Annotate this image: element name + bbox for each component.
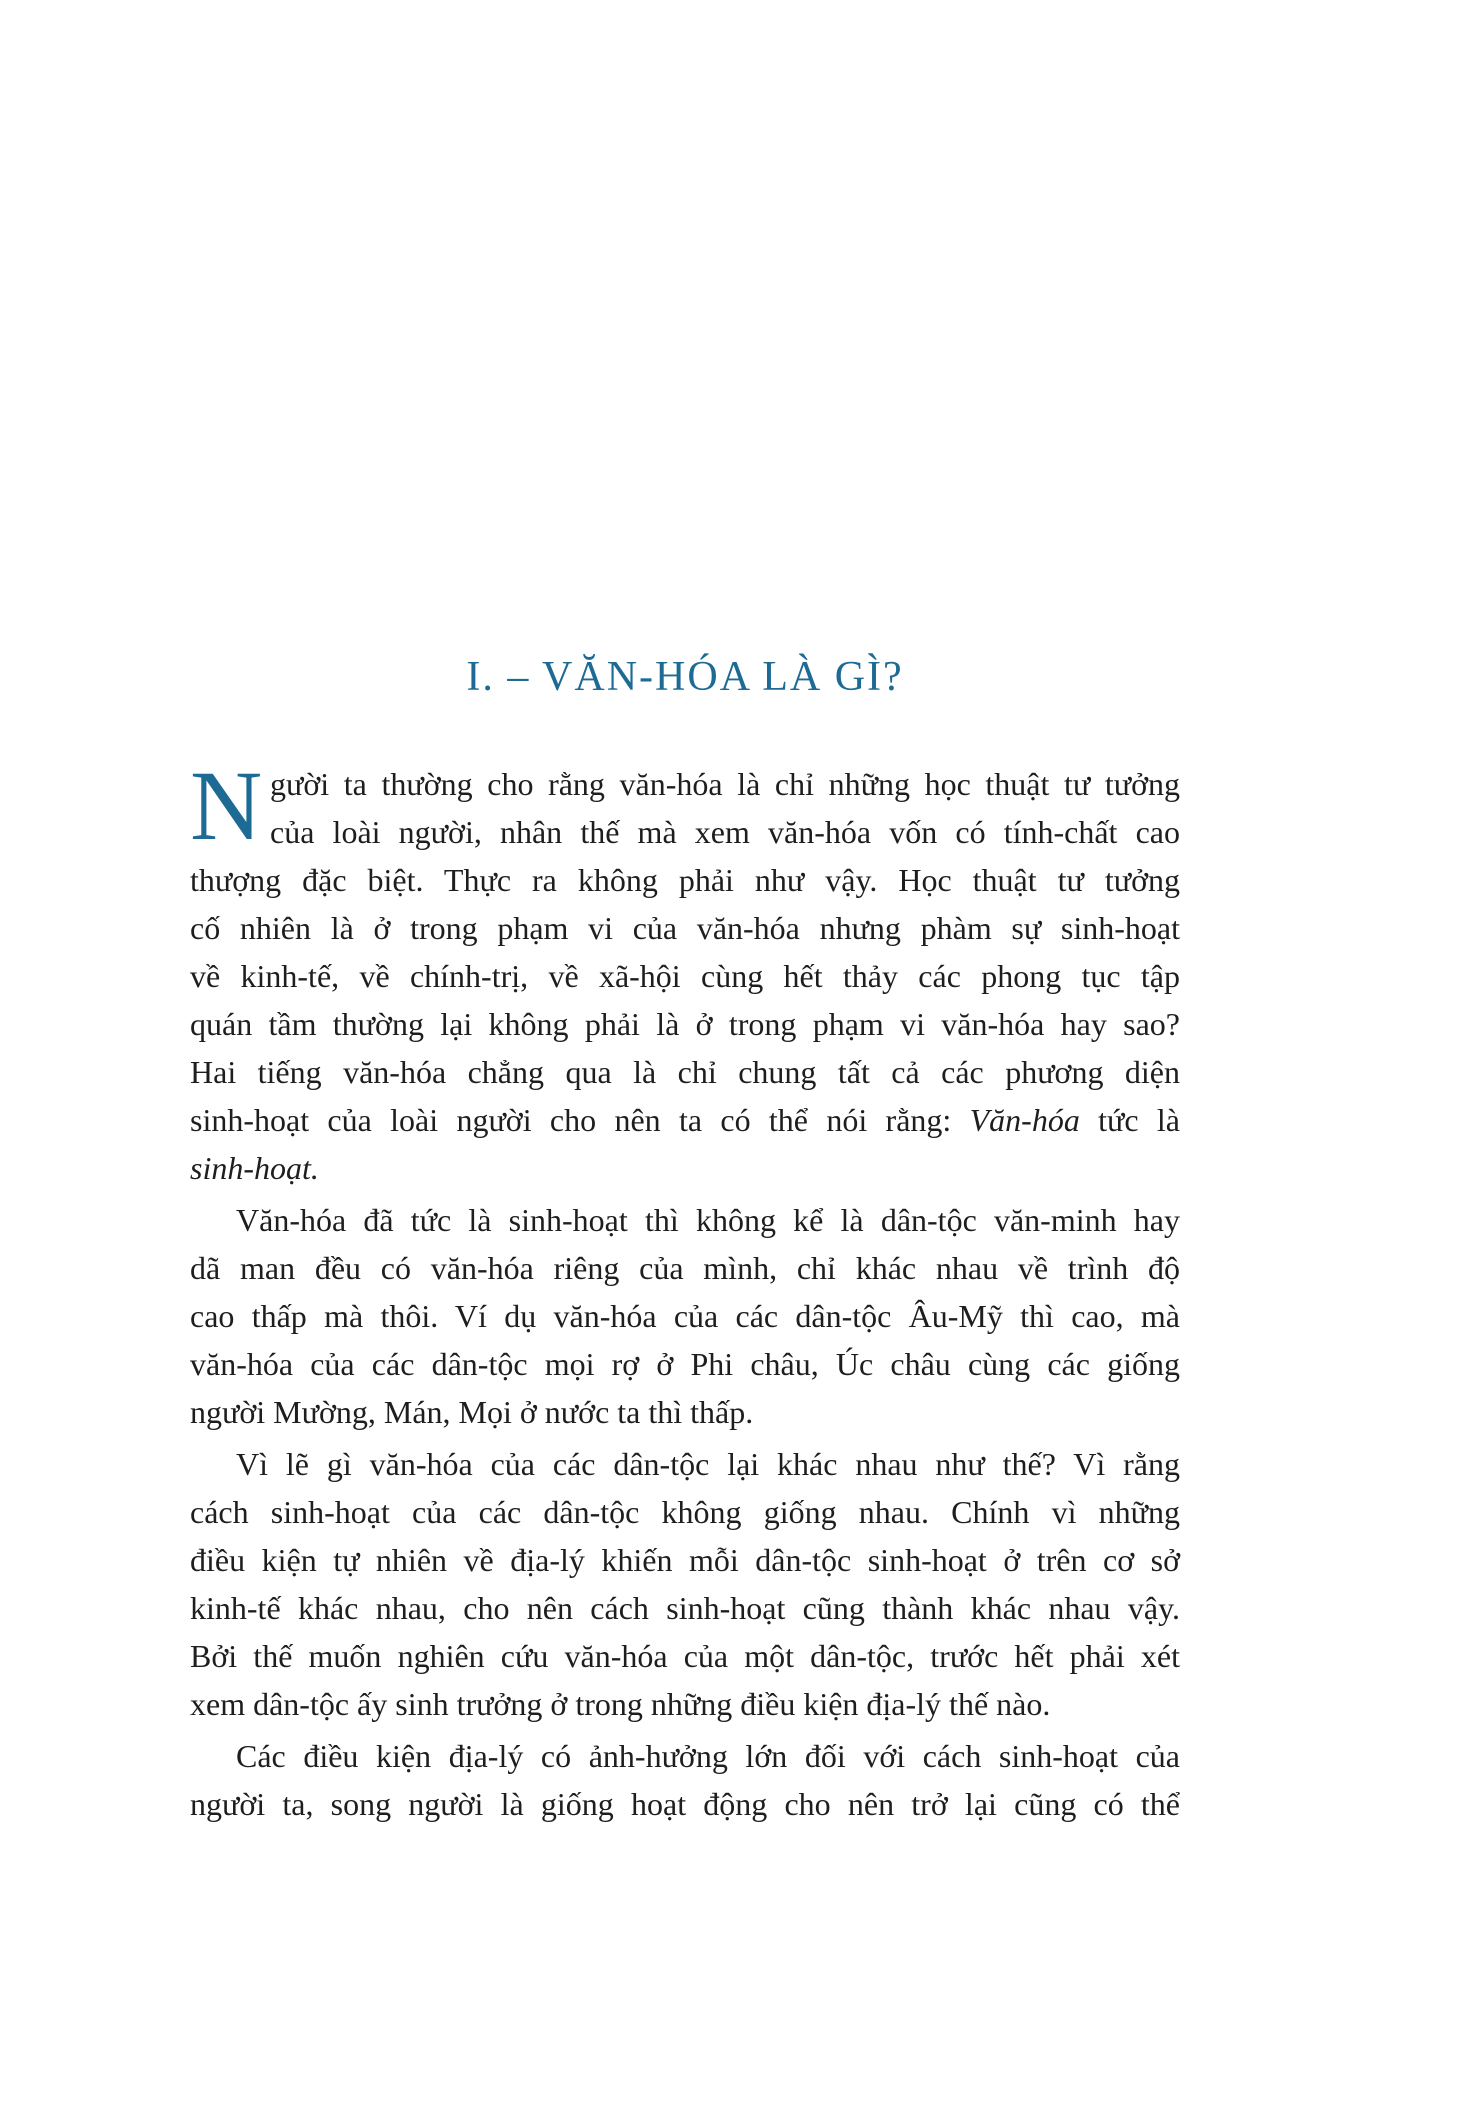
text-segment: cố nhiên là ở trong phạm vi của văn-hóa nhưng phàm sự sinh-hoạt [190, 910, 1180, 946]
text-line [190, 1536, 1180, 1584]
text-line [190, 856, 1180, 904]
text-segment: người ta, song người là giống hoạt động cho nên trở lại cũng có thể [190, 1786, 1180, 1822]
text-line [190, 904, 1180, 952]
text-line [190, 1780, 1180, 1828]
text-segment: thượng đặc biệt. Thực ra không phải như vậy. Học thuật tư tưởng [190, 862, 1180, 898]
text-line [190, 1388, 1180, 1436]
paragraph [190, 1440, 1180, 1728]
text-segment: Bởi thế muốn nghiên cứu văn-hóa của một dân-tộc, trước hết phải xét [190, 1638, 1180, 1674]
text-segment: về kinh-tế, về chính-trị, về xã-hội cùng hết thảy các phong tục tập [190, 958, 1180, 994]
text-line [190, 1440, 1180, 1488]
paragraph [190, 750, 1181, 1192]
chapter-title: I. – VĂN-HÓA LÀ GÌ? [466, 654, 904, 700]
text-line [190, 1632, 1180, 1680]
text-segment: Văn-hóa [969, 1102, 1080, 1138]
text-segment: dã man đều có văn-hóa riêng của mình, chỉ khác nhau về trình độ [190, 1250, 1180, 1286]
paragraph [190, 1196, 1180, 1436]
text-line [190, 1340, 1180, 1388]
text-segment: kinh-tế khác nhau, cho nên cách sinh-hoạt cũng thành khác nhau vậy. [190, 1590, 1180, 1626]
text-segment: sinh-hoạt. [190, 1150, 319, 1186]
text-segment: người Mường, Mán, Mọi ở nước ta thì thấp. [190, 1394, 754, 1430]
page-content [190, 654, 1180, 1832]
text-segment: văn-hóa của các dân-tộc mọi rợ ở Phi châu, Úc châu cùng các giống [190, 1346, 1180, 1382]
text-line [190, 1584, 1180, 1632]
paragraph [190, 1732, 1180, 1828]
text-block [190, 750, 1181, 1828]
text-line [190, 1000, 1180, 1048]
text-segment: tức là [1079, 1102, 1181, 1138]
text-line [190, 1680, 1180, 1728]
text-line [190, 1732, 1180, 1780]
text-line [190, 808, 1180, 856]
text-segment: gười ta thường cho rằng văn-hóa là chỉ những học thuật tư tưởng [270, 766, 1180, 802]
text-segment: Các điều kiện địa-lý có ảnh-hưởng lớn đối với cách sinh-hoạt của [236, 1738, 1180, 1774]
text-line [190, 1196, 1180, 1244]
text-segment: cách sinh-hoạt của các dân-tộc không giống nhau. Chính vì những [190, 1494, 1180, 1530]
text-line [190, 1292, 1180, 1340]
text-line [190, 1144, 1180, 1192]
text-line [190, 1048, 1180, 1096]
text-segment: của loài người, nhân thế mà xem văn-hóa vốn có tính-chất cao [270, 814, 1180, 850]
text-line [190, 952, 1180, 1000]
text-segment: điều kiện tự nhiên về địa-lý khiến mỗi dân-tộc sinh-hoạt ở trên cơ sở [190, 1542, 1180, 1578]
text-segment: xem dân-tộc ấy sinh trưởng ở trong những điều kiện địa-lý thế nào. [190, 1686, 1051, 1722]
text-segment: sinh-hoạt của loài người cho nên ta có thể nói rằng: [190, 1102, 970, 1138]
text-segment: quán tầm thường lại không phải là ở trong phạm vi văn-hóa hay sao? [190, 1006, 1180, 1042]
text-line [190, 760, 1180, 808]
text-line [190, 1488, 1180, 1536]
text-segment: Vì lẽ gì văn-hóa của các dân-tộc lại khác nhau như thế? Vì rằng [236, 1446, 1180, 1482]
text-line [190, 1096, 1180, 1144]
text-line [190, 1244, 1180, 1292]
text-segment: Hai tiếng văn-hóa chẳng qua là chỉ chung tất cả các phương diện [190, 1054, 1180, 1090]
dropcap-letter: N [190, 750, 263, 861]
text-segment: cao thấp mà thôi. Ví dụ văn-hóa của các dân-tộc Âu-Mỹ thì cao, mà [190, 1298, 1180, 1334]
text-segment: Văn-hóa đã tức là sinh-hoạt thì không kể là dân-tộc văn-minh hay [236, 1202, 1180, 1238]
